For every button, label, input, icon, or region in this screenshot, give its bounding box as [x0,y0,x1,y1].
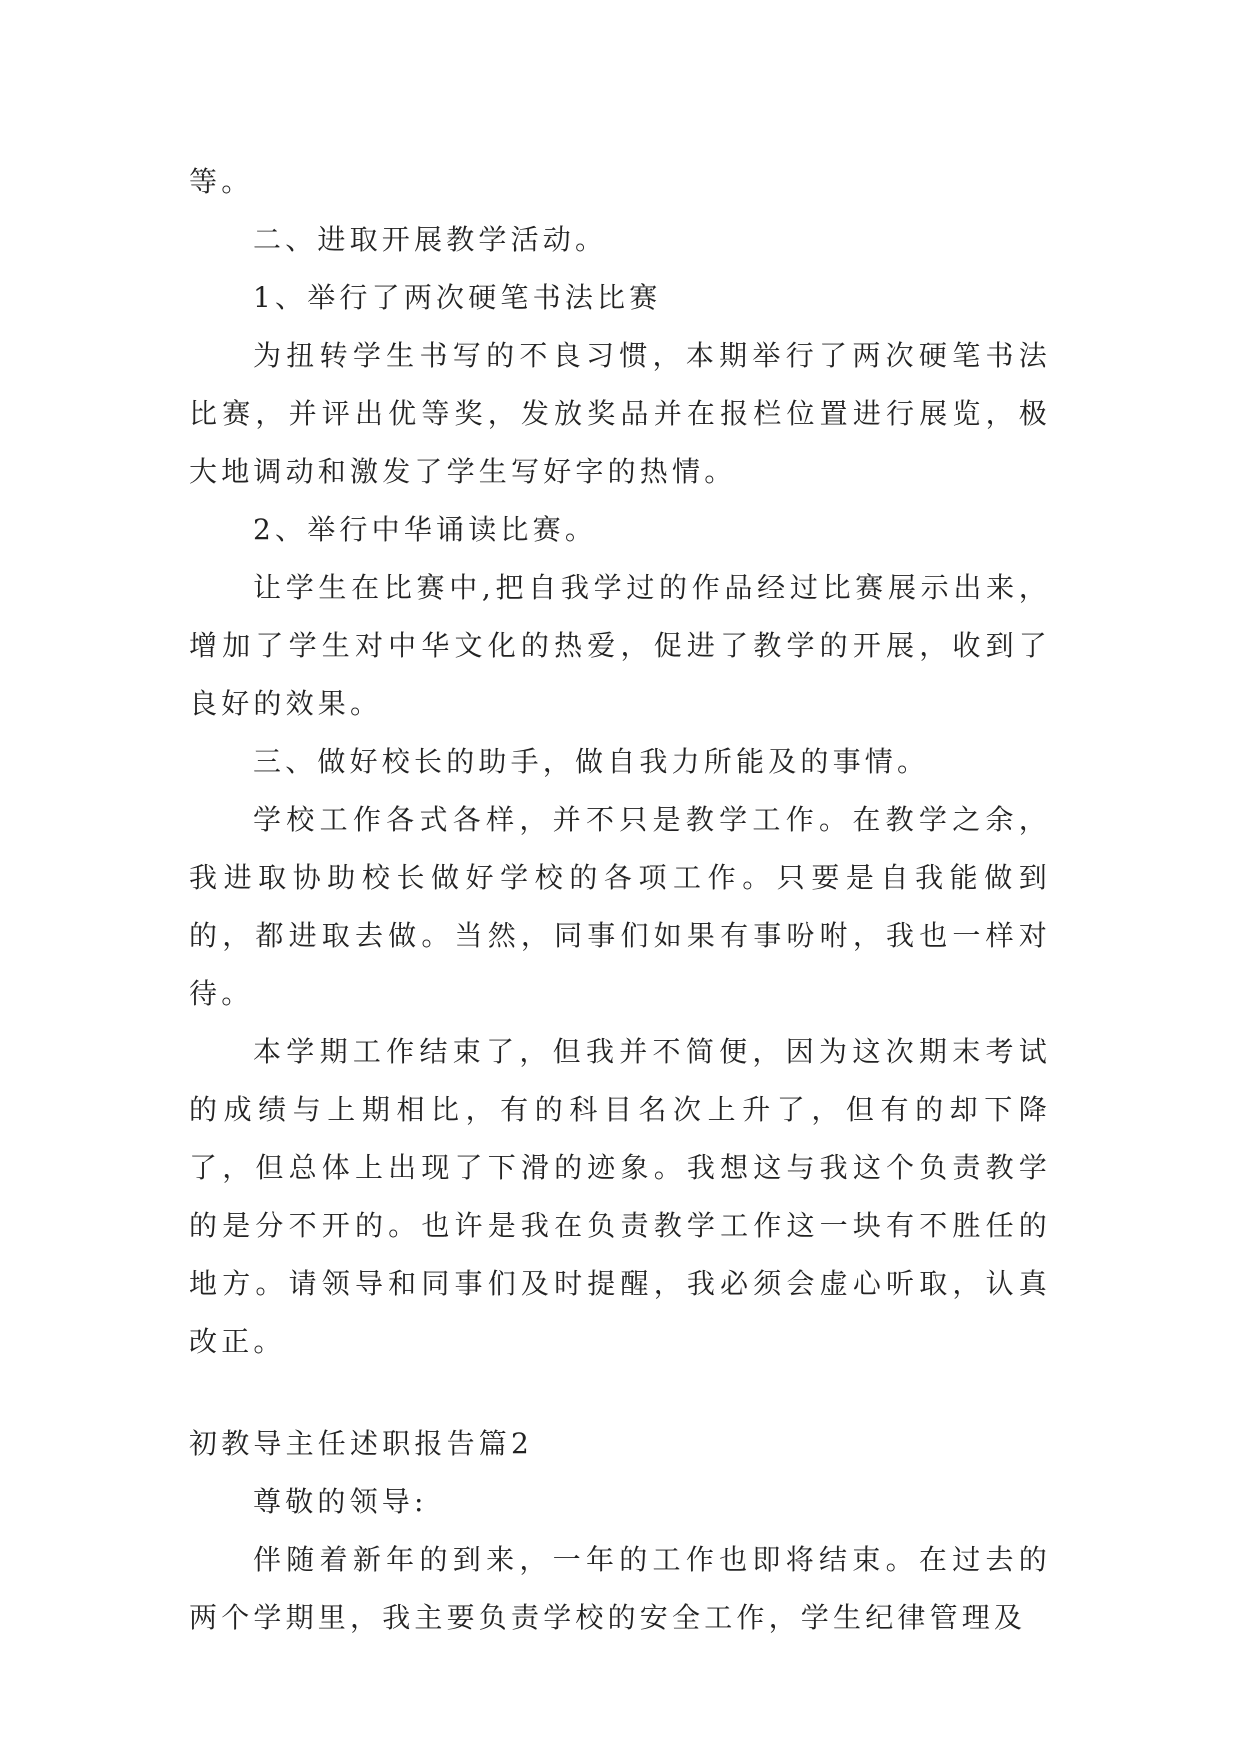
paragraph-recitation: 让学生在比赛中,把自我学过的作品经过比赛展示出来，增加了学生对中华文化的热爱，促进了教学的开展，收到了良好的效果。 [189,571,1051,720]
paragraph-continuation: 等。 [189,165,254,198]
section-title-3: 三、做好校长的助手，做自我力所能及的事情。 [253,745,930,778]
paragraph-calligraphy: 为扭转学生书写的不良习惯，本期举行了两次硬笔书法比赛，并评出优等奖，发放奖品并在报栏位置进行展览，极大地调动和激发了学生写好字的热情。 [189,339,1051,488]
salutation: 尊敬的领导: [253,1485,428,1518]
paragraph-intro: 伴随着新年的到来，一年的工作也即将结束。在过去的两个学期里，我主要负责学校的安全工作，学生纪律管理及 [189,1543,1051,1634]
report-heading: 初教导主任述职报告篇2 [189,1427,534,1460]
item-title-1: 1、举行了两次硬笔书法比赛 [253,281,662,314]
item-title-2: 2、举行中华诵读比赛。 [253,513,598,546]
document-body [189,153,1051,1647]
paragraph-semester-summary: 本学期工作结束了，但我并不简便，因为这次期末考试的成绩与上期相比，有的科目名次上升了，但有的却下降了，但总体上出现了下滑的迹象。我想这与我这个负责教学的是分不开的。也许是我在负责教学工作这一块有不胜任的地方。请领导和同事们及时提醒，我必须会虚心听取，认真改正。 [189,1035,1051,1358]
section-title-2: 二、进取开展教学活动。 [253,223,608,256]
paragraph-assist-principal: 学校工作各式各样，并不只是教学工作。在教学之余，我进取协助校长做好学校的各项工作。只要是自我能做到的，都进取去做。当然，同事们如果有事吩咐，我也一样对待。 [189,803,1051,1010]
